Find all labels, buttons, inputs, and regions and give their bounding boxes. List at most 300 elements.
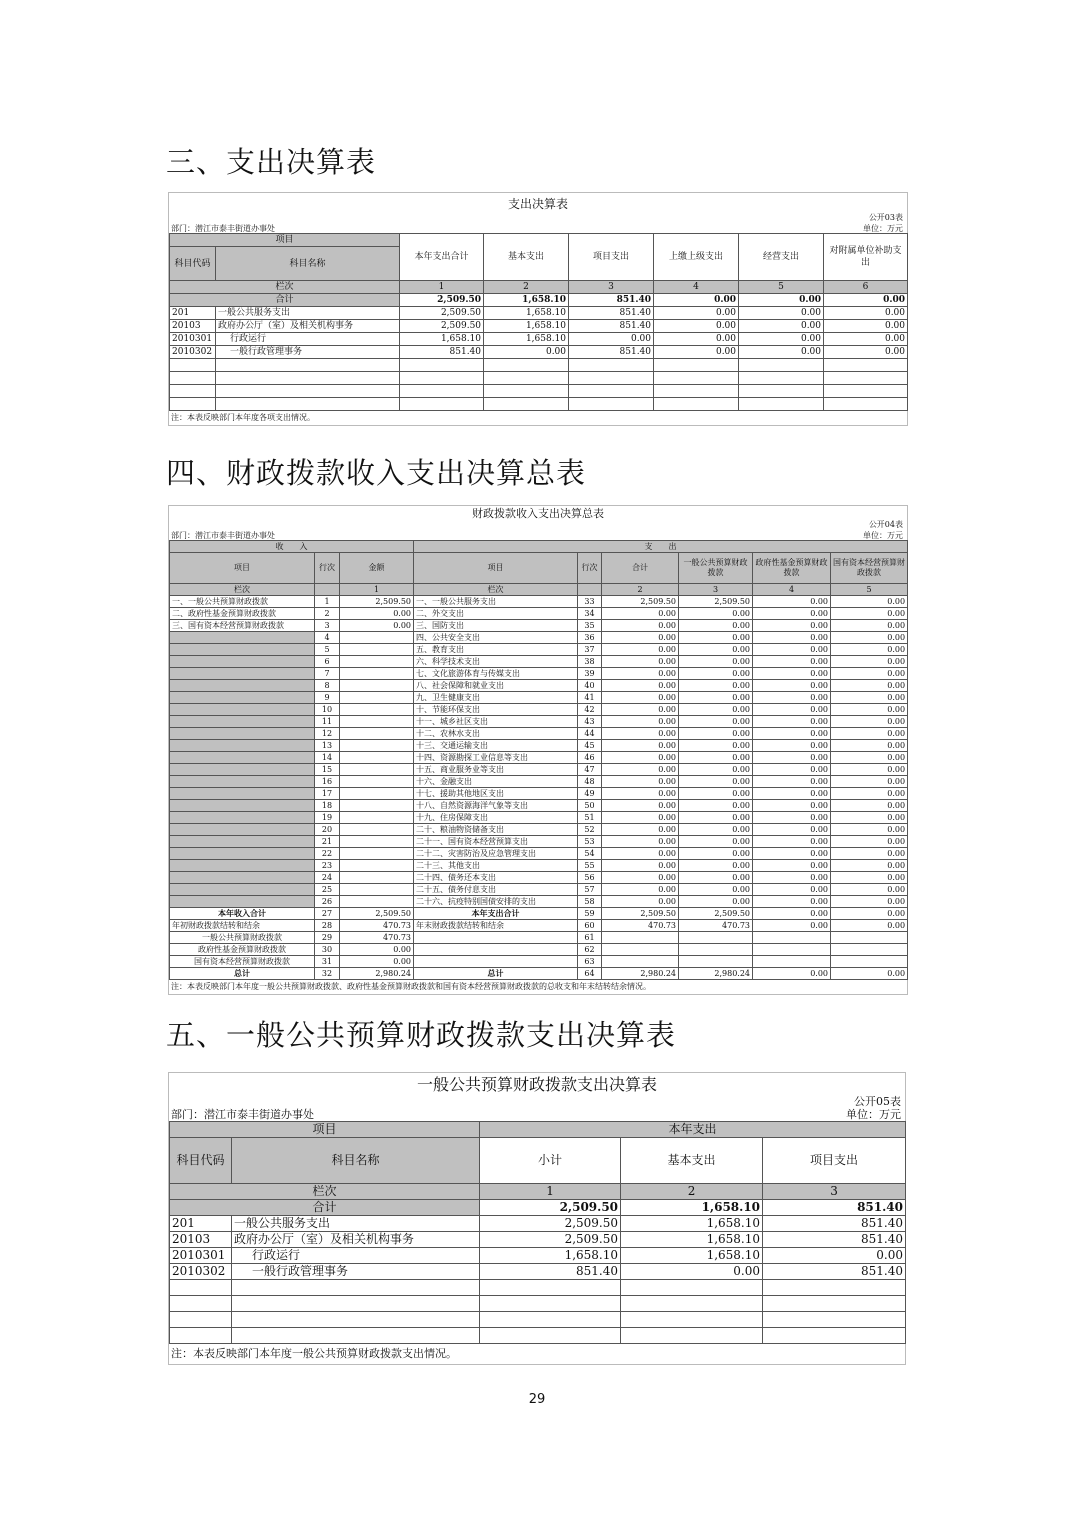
department-label: 部门：潜江市泰丰街道办事处 <box>171 1108 314 1121</box>
expense-value: 0.00 <box>602 860 679 872</box>
income-row-no: 18 <box>315 800 340 812</box>
expense-table <box>169 233 908 411</box>
income-name <box>170 836 315 848</box>
expense-row-no: 64 <box>578 968 602 980</box>
row-value: 0.00 <box>824 320 908 333</box>
expense-value: 0.00 <box>753 656 831 668</box>
expense-row-no: 44 <box>578 728 602 740</box>
row-value: 1,658.10 <box>621 1216 763 1232</box>
expense-value: 0.00 <box>679 764 753 776</box>
income-name: 二、政府性基金预算财政拨款 <box>170 608 315 620</box>
empty-row <box>170 1280 906 1296</box>
income-amount <box>340 752 414 764</box>
expense-value: 2,980.24 <box>602 968 679 980</box>
table-row <box>170 1216 906 1232</box>
income-amount <box>340 656 414 668</box>
income-row-no: 15 <box>315 764 340 776</box>
expense-row-no: 38 <box>578 656 602 668</box>
expense-value: 2,509.50 <box>679 908 753 920</box>
income-amount <box>340 692 414 704</box>
income-row-no: 26 <box>315 896 340 908</box>
income-amount <box>340 860 414 872</box>
header-code: 科目代码 <box>170 247 216 281</box>
row-value: 0.00 <box>621 1264 763 1280</box>
table-row <box>170 656 908 668</box>
income-amount: 2,509.50 <box>340 596 414 608</box>
expense-name: 本年支出合计 <box>414 908 578 920</box>
expense-value: 0.00 <box>602 632 679 644</box>
col-header: 经营支出 <box>739 234 824 281</box>
department-label: 部门：潜江市泰丰街道办事处 <box>171 531 275 540</box>
lanci-num: 3 <box>763 1184 906 1200</box>
income-row-no: 13 <box>315 740 340 752</box>
expense-value: 0.00 <box>679 668 753 680</box>
expense-row-no: 35 <box>578 620 602 632</box>
lanci-num: 1 <box>400 281 484 294</box>
table-row <box>170 346 908 359</box>
expense-value: 0.00 <box>602 608 679 620</box>
income-row-no: 31 <box>315 956 340 968</box>
table-note: 注：本表反映部门本年度一般公共预算财政拨款支出情况。 <box>171 1347 457 1360</box>
total-value: 2,509.50 <box>480 1200 621 1216</box>
income-name <box>170 776 315 788</box>
expense-value: 0.00 <box>602 704 679 716</box>
expense-value: 0.00 <box>753 620 831 632</box>
lanci-label: 栏次 <box>170 584 315 596</box>
expense-value: 0.00 <box>831 776 908 788</box>
expense-row-no: 53 <box>578 836 602 848</box>
sheet-title: 财政拨款收入支出决算总表 <box>472 507 604 520</box>
lanci-num: 1 <box>480 1184 621 1200</box>
income-amount <box>340 764 414 776</box>
expense-value: 0.00 <box>831 704 908 716</box>
row-value: 851.40 <box>763 1216 906 1232</box>
expense-value: 2,509.50 <box>602 596 679 608</box>
expense-value: 0.00 <box>679 752 753 764</box>
expense-row-no: 62 <box>578 944 602 956</box>
income-name <box>170 704 315 716</box>
income-row-no: 24 <box>315 872 340 884</box>
col-header: 项目 <box>414 553 578 584</box>
expense-value: 0.00 <box>831 668 908 680</box>
expense-value: 0.00 <box>602 788 679 800</box>
income-name <box>170 824 315 836</box>
expense-row-no: 54 <box>578 848 602 860</box>
table-row <box>170 1248 906 1264</box>
expense-row-no: 63 <box>578 956 602 968</box>
expense-row-no: 58 <box>578 896 602 908</box>
row-value: 2,509.50 <box>400 320 484 333</box>
table-row <box>170 752 908 764</box>
expense-value: 0.00 <box>679 860 753 872</box>
income-amount: 2,509.50 <box>340 908 414 920</box>
row-name: 一般公共服务支出 <box>232 1216 480 1232</box>
expense-row-no: 37 <box>578 644 602 656</box>
header-code: 科目代码 <box>170 1138 232 1184</box>
table-row <box>170 716 908 728</box>
expense-value: 0.00 <box>679 896 753 908</box>
lanci-num: 2 <box>602 584 679 596</box>
expense-value: 0.00 <box>831 824 908 836</box>
expense-value: 0.00 <box>753 872 831 884</box>
general-budget-expense-sheet <box>168 1072 906 1365</box>
expense-name: 十二、农林水支出 <box>414 728 578 740</box>
lanci-label: 栏次 <box>170 281 400 294</box>
expense-value <box>753 956 831 968</box>
expense-row-no: 45 <box>578 740 602 752</box>
lanci-num: 4 <box>753 584 831 596</box>
col-header: 对附属单位补助支出 <box>824 234 908 281</box>
income-name <box>170 656 315 668</box>
expense-value: 0.00 <box>831 812 908 824</box>
expense-name: 七、文化旅游体育与传媒支出 <box>414 668 578 680</box>
income-name <box>170 788 315 800</box>
row-value: 0.00 <box>654 346 739 359</box>
expense-value: 0.00 <box>753 764 831 776</box>
income-amount <box>340 704 414 716</box>
expense-name: 十九、住房保障支出 <box>414 812 578 824</box>
income-amount <box>340 716 414 728</box>
table-row <box>170 632 908 644</box>
expense-value: 0.00 <box>753 668 831 680</box>
table-row <box>170 788 908 800</box>
row-name: 一般行政管理事务 <box>216 346 400 359</box>
expense-row-no: 61 <box>578 932 602 944</box>
expense-value: 0.00 <box>753 860 831 872</box>
lanci-num: 2 <box>484 281 569 294</box>
empty-row <box>170 1296 906 1312</box>
lanci-num: 1 <box>340 584 414 596</box>
expense-value: 0.00 <box>753 812 831 824</box>
expense-value: 0.00 <box>753 632 831 644</box>
income-name <box>170 644 315 656</box>
expense-value: 0.00 <box>753 596 831 608</box>
table-row <box>170 776 908 788</box>
expense-value: 2,509.50 <box>679 596 753 608</box>
income-amount <box>340 812 414 824</box>
summary-row <box>170 908 908 920</box>
expense-value: 0.00 <box>831 788 908 800</box>
expense-value: 0.00 <box>602 728 679 740</box>
expense-value: 0.00 <box>602 848 679 860</box>
expense-value: 0.00 <box>679 620 753 632</box>
table-row <box>170 848 908 860</box>
income-amount <box>340 848 414 860</box>
expense-value: 0.00 <box>831 656 908 668</box>
expense-value: 0.00 <box>753 644 831 656</box>
income-row-no: 10 <box>315 704 340 716</box>
expense-name: 十七、援助其他地区支出 <box>414 788 578 800</box>
income-name <box>170 632 315 644</box>
expense-value: 0.00 <box>831 644 908 656</box>
total-label: 合计 <box>170 294 400 307</box>
expense-row-no: 39 <box>578 668 602 680</box>
row-value: 0.00 <box>739 333 824 346</box>
total-value: 2,509.50 <box>400 294 484 307</box>
expense-value: 0.00 <box>831 968 908 980</box>
income-amount <box>340 884 414 896</box>
row-value: 1,658.10 <box>480 1248 621 1264</box>
expense-value: 0.00 <box>679 608 753 620</box>
row-value: 0.00 <box>763 1248 906 1264</box>
expense-value: 0.00 <box>753 728 831 740</box>
income-row-no: 8 <box>315 680 340 692</box>
row-value: 1,658.10 <box>484 307 569 320</box>
lanci-label: 栏次 <box>170 1184 480 1200</box>
income-row-no: 12 <box>315 728 340 740</box>
expense-row-no: 41 <box>578 692 602 704</box>
expense-row-no: 60 <box>578 920 602 932</box>
expense-row-no: 50 <box>578 800 602 812</box>
sheet-meta <box>169 520 907 540</box>
expense-name <box>414 944 578 956</box>
expense-value: 0.00 <box>602 716 679 728</box>
table-row <box>170 704 908 716</box>
income-row-no: 14 <box>315 752 340 764</box>
expense-value: 0.00 <box>679 740 753 752</box>
income-row-no: 25 <box>315 884 340 896</box>
income-name <box>170 752 315 764</box>
income-amount <box>340 740 414 752</box>
expense-value: 0.00 <box>679 728 753 740</box>
income-row-no: 5 <box>315 644 340 656</box>
row-value: 0.00 <box>654 320 739 333</box>
table-row <box>170 728 908 740</box>
row-value: 2,509.50 <box>480 1216 621 1232</box>
lanci-num: 6 <box>824 281 908 294</box>
expense-value: 0.00 <box>602 692 679 704</box>
col-header: 项目 <box>170 553 315 584</box>
expense-name: 四、公共安全支出 <box>414 632 578 644</box>
expense-value <box>602 956 679 968</box>
income-name <box>170 740 315 752</box>
row-value: 0.00 <box>824 333 908 346</box>
income-name <box>170 812 315 824</box>
expense-value: 0.00 <box>679 692 753 704</box>
expense-value <box>831 944 908 956</box>
row-value: 0.00 <box>739 307 824 320</box>
sheet-title: 一般公共预算财政拨款支出决算表 <box>416 1075 657 1094</box>
row-value: 0.00 <box>654 333 739 346</box>
summary-row <box>170 944 908 956</box>
expense-name: 十一、城乡社区支出 <box>414 716 578 728</box>
expense-name: 十三、交通运输支出 <box>414 740 578 752</box>
expense-row-no: 48 <box>578 776 602 788</box>
expense-name: 十六、金融支出 <box>414 776 578 788</box>
col-header: 上缴上级支出 <box>654 234 739 281</box>
expense-row-no: 46 <box>578 752 602 764</box>
expense-name: 六、科学技术支出 <box>414 656 578 668</box>
income-row-no: 1 <box>315 596 340 608</box>
row-value: 1,658.10 <box>400 333 484 346</box>
expense-value: 0.00 <box>753 692 831 704</box>
expense-value: 0.00 <box>753 896 831 908</box>
row-value: 851.40 <box>569 320 654 333</box>
expense-value: 2,509.50 <box>602 908 679 920</box>
sheet-title: 支出决算表 <box>507 197 568 211</box>
income-row-no: 16 <box>315 776 340 788</box>
expense-value: 0.00 <box>831 884 908 896</box>
expense-name: 二十五、债务付息支出 <box>414 884 578 896</box>
expense-name: 十八、自然资源海洋气象等支出 <box>414 800 578 812</box>
income-amount <box>340 644 414 656</box>
fiscal-appropriation-summary-sheet <box>168 505 908 995</box>
expense-row-no: 49 <box>578 788 602 800</box>
income-amount: 0.00 <box>340 620 414 632</box>
lanci-num: 3 <box>679 584 753 596</box>
expense-name: 年末财政拨款结转和结余 <box>414 920 578 932</box>
income-name <box>170 668 315 680</box>
row-code: 2010302 <box>170 1264 232 1280</box>
income-amount <box>340 632 414 644</box>
expense-value: 0.00 <box>831 752 908 764</box>
expense-value: 0.00 <box>831 608 908 620</box>
expense-name: 二十二、灾害防治及应急管理支出 <box>414 848 578 860</box>
summary-row <box>170 968 908 980</box>
expense-value: 0.00 <box>679 872 753 884</box>
expense-name: 二十六、抗疫特别国债安排的支出 <box>414 896 578 908</box>
expense-name: 三、国防支出 <box>414 620 578 632</box>
header-item: 项目 <box>170 234 400 247</box>
expense-value: 0.00 <box>602 752 679 764</box>
col-header: 金额 <box>340 553 414 584</box>
income-name <box>170 680 315 692</box>
expense-name: 十、节能环保支出 <box>414 704 578 716</box>
table-row <box>170 608 908 620</box>
expense-row-no: 40 <box>578 680 602 692</box>
income-row-no: 4 <box>315 632 340 644</box>
sheet-meta <box>169 213 907 233</box>
expense-value: 0.00 <box>753 800 831 812</box>
expense-value: 0.00 <box>753 740 831 752</box>
income-amount <box>340 824 414 836</box>
header-year-expense: 本年支出 <box>480 1122 906 1138</box>
income-row-no: 30 <box>315 944 340 956</box>
row-value: 0.00 <box>739 320 824 333</box>
col-header: 基本支出 <box>621 1138 763 1184</box>
col-header: 一般公共预算财政拨款 <box>679 553 753 584</box>
expense-value: 0.00 <box>831 740 908 752</box>
row-value: 851.40 <box>480 1264 621 1280</box>
row-value: 851.40 <box>400 346 484 359</box>
lanci-num: 5 <box>739 281 824 294</box>
income-amount <box>340 680 414 692</box>
table-row <box>170 824 908 836</box>
row-code: 201 <box>170 1216 232 1232</box>
table-row <box>170 812 908 824</box>
total-value: 0.00 <box>739 294 824 307</box>
expense-value: 0.00 <box>831 896 908 908</box>
expense-value: 0.00 <box>602 812 679 824</box>
expense-row-no: 51 <box>578 812 602 824</box>
summary-row <box>170 920 908 932</box>
expense-value <box>753 932 831 944</box>
form-code: 公开03表 <box>868 213 903 222</box>
row-value: 2,509.50 <box>400 307 484 320</box>
row-value: 1,658.10 <box>484 333 569 346</box>
row-code: 201 <box>170 307 216 320</box>
empty-row <box>170 359 908 372</box>
table-note: 注：本表反映部门本年度一般公共预算财政拨款、政府性基金预算财政拨款和国有资本经营预算财政拨款的总收支和年末结转结余情况。 <box>171 982 651 991</box>
col-header: 行次 <box>578 553 602 584</box>
expense-value: 0.00 <box>602 884 679 896</box>
income-name: 政府性基金预算财政拨款 <box>170 944 315 956</box>
income-amount: 0.00 <box>340 608 414 620</box>
expense-value: 0.00 <box>753 968 831 980</box>
income-row-no: 27 <box>315 908 340 920</box>
income-amount: 0.00 <box>340 944 414 956</box>
expense-name: 二十四、债务还本支出 <box>414 872 578 884</box>
expense-value: 0.00 <box>753 716 831 728</box>
income-name <box>170 692 315 704</box>
summary-table-body <box>170 596 908 980</box>
total-value: 851.40 <box>569 294 654 307</box>
expense-value: 0.00 <box>679 680 753 692</box>
expense-value: 0.00 <box>831 596 908 608</box>
expense-value: 0.00 <box>753 824 831 836</box>
expense-value: 0.00 <box>679 788 753 800</box>
expense-row-no: 36 <box>578 632 602 644</box>
income-row-no: 2 <box>315 608 340 620</box>
col-header: 小计 <box>480 1138 621 1184</box>
expense-name: 二十三、其他支出 <box>414 860 578 872</box>
expense-value: 0.00 <box>831 692 908 704</box>
expense-value: 0.00 <box>753 884 831 896</box>
income-row-no: 7 <box>315 668 340 680</box>
expense-value <box>679 944 753 956</box>
unit-label: 单位：万元 <box>846 1108 901 1121</box>
expense-value: 0.00 <box>831 800 908 812</box>
expense-name: 二十、粮油物资储备支出 <box>414 824 578 836</box>
row-name: 一般公共服务支出 <box>216 307 400 320</box>
expense-value: 0.00 <box>679 824 753 836</box>
expense-name: 二十一、国有资本经营预算支出 <box>414 836 578 848</box>
table-row <box>170 872 908 884</box>
row-value: 0.00 <box>739 346 824 359</box>
unit-label: 单位：万元 <box>863 224 903 233</box>
income-name <box>170 764 315 776</box>
sheet-meta <box>169 1095 905 1121</box>
unit-label: 单位：万元 <box>863 531 903 540</box>
empty-row <box>170 398 908 411</box>
expense-value: 0.00 <box>831 716 908 728</box>
expense-name: 十五、商业服务业等支出 <box>414 764 578 776</box>
row-name: 一般行政管理事务 <box>232 1264 480 1280</box>
row-value: 851.40 <box>569 307 654 320</box>
income-amount <box>340 728 414 740</box>
empty-row <box>170 372 908 385</box>
summary-row <box>170 956 908 968</box>
income-row-no: 11 <box>315 716 340 728</box>
income-row-no: 17 <box>315 788 340 800</box>
income-name <box>170 872 315 884</box>
income-name: 国有资本经营预算财政拨款 <box>170 956 315 968</box>
expense-row-no: 42 <box>578 704 602 716</box>
row-value: 851.40 <box>569 346 654 359</box>
expense-row-no: 57 <box>578 884 602 896</box>
expense-value: 0.00 <box>602 800 679 812</box>
expense-row-no: 56 <box>578 872 602 884</box>
expense-value: 0.00 <box>602 836 679 848</box>
row-name: 行政运行 <box>216 333 400 346</box>
table-row <box>170 668 908 680</box>
income-row-no: 21 <box>315 836 340 848</box>
table-note: 注：本表反映部门本年度各项支出情况。 <box>171 413 315 422</box>
expense-value: 0.00 <box>602 620 679 632</box>
expense-value: 0.00 <box>753 752 831 764</box>
expense-value <box>679 932 753 944</box>
income-amount: 470.73 <box>340 920 414 932</box>
